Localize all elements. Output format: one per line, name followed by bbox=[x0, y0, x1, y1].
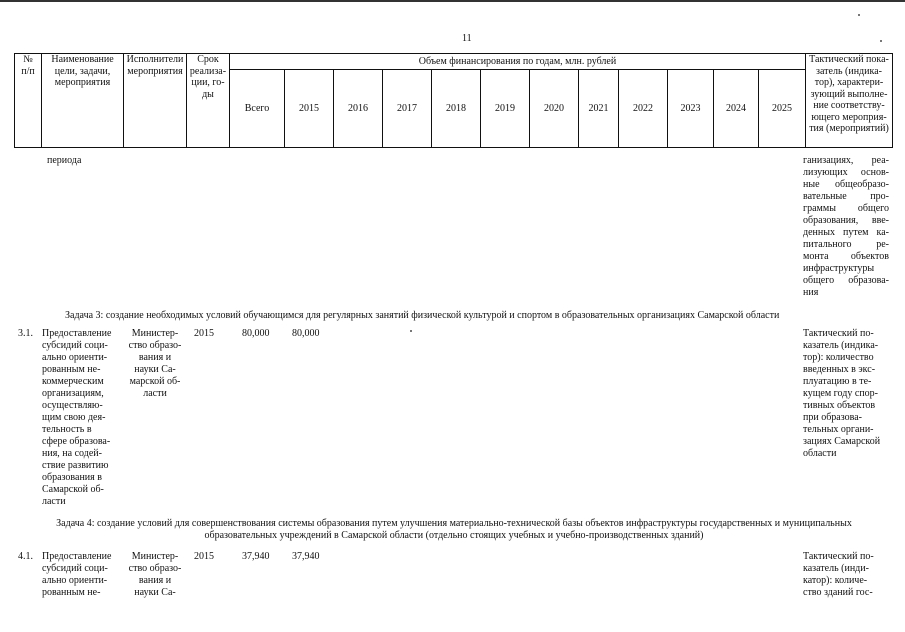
row-3-1-indicator bbox=[803, 328, 893, 460]
page-number: 11 bbox=[462, 33, 472, 44]
row-3-1-name-line: ствие развитию bbox=[42, 460, 109, 471]
header-year: 2023 bbox=[668, 70, 714, 148]
header-num-line: п/п bbox=[21, 65, 35, 77]
row-3-1-name-line: щим свою дея- bbox=[42, 412, 106, 423]
header-num-line: № bbox=[23, 54, 33, 65]
funding-table-header bbox=[14, 53, 893, 148]
row-3-1-name-line: ния, на содей- bbox=[42, 448, 102, 459]
row-3-1-name-line: ласти bbox=[42, 496, 66, 507]
indicator-continuation-line: монта объектов bbox=[803, 251, 889, 262]
header-term-line: Срок bbox=[197, 54, 219, 65]
row-4-1-indicator bbox=[803, 551, 893, 599]
indicator-continuation-line: лизующих основ- bbox=[803, 167, 889, 178]
indicator-continuation-line: инфраструктуры bbox=[803, 263, 875, 274]
row-3-1-executor-line: вания и bbox=[138, 352, 172, 363]
indicator-continuation-line: граммы общего bbox=[803, 203, 889, 214]
row-3-1-name-line: сфере образова- bbox=[42, 436, 111, 447]
header-name bbox=[42, 54, 124, 148]
row-4-1-executor-line: Министер- bbox=[131, 551, 179, 562]
header-name-line: Наименование bbox=[51, 54, 114, 65]
row-4-1-name-line: ально ориенти- bbox=[42, 575, 108, 586]
row-3-1-name-line: осуществляю- bbox=[42, 400, 103, 411]
row-3-1-indicator-line: плуатацию в те- bbox=[803, 376, 872, 387]
header-name-line: цели, задачи, bbox=[54, 65, 111, 77]
scan-speck bbox=[880, 40, 882, 42]
row-3-1-total: 80,000 bbox=[242, 328, 270, 339]
header-indicator-line: ющего мероприя- bbox=[811, 111, 887, 123]
row-3-1-indicator-line: казатель (индика- bbox=[803, 340, 879, 351]
row-3-1-indicator-line: Тактический по- bbox=[803, 328, 874, 339]
header-year: 2017 bbox=[383, 70, 432, 148]
header-executors-line: мероприятия bbox=[127, 65, 183, 77]
row-4-1-indicator-line: катор): количе- bbox=[803, 575, 868, 586]
row-3-1-name-line: рованным не- bbox=[42, 364, 101, 375]
indicator-continuation-line: вательные про- bbox=[803, 191, 889, 202]
row-4-1-total: 37,940 bbox=[242, 551, 270, 562]
indicator-continuation-line: ганизациях, реа- bbox=[803, 155, 889, 166]
header-indicator-line: тор), характери- bbox=[814, 77, 884, 88]
row-3-1-number: 3.1. bbox=[18, 328, 33, 339]
header-total: Всего bbox=[230, 70, 285, 148]
header-executors bbox=[124, 54, 187, 148]
row-4-1-executor-line: вания и bbox=[138, 575, 172, 586]
row-4-1-number: 4.1. bbox=[18, 551, 33, 562]
header-executors-line: Исполнители bbox=[126, 54, 184, 65]
row-4-1-term: 2015 bbox=[194, 551, 214, 562]
row-3-1-name-line: тельность в bbox=[42, 424, 92, 435]
row-3-1-indicator-line: тельных органи- bbox=[803, 424, 874, 435]
header-term-line: реализа- bbox=[189, 65, 227, 77]
header-year: 2020 bbox=[530, 70, 579, 148]
row-3-1-name-line: Самарской об- bbox=[42, 484, 104, 495]
header-indicator bbox=[806, 54, 893, 148]
indicator-continuation bbox=[803, 155, 889, 299]
row-3-1-indicator-line: кущем году спор- bbox=[803, 388, 878, 399]
row-4-1-indicator-line: казатель (инди- bbox=[803, 563, 869, 574]
row-3-1-name-line: образования в bbox=[42, 472, 102, 483]
row-3-1-name-line: организациям, bbox=[42, 388, 104, 399]
header-year: 2025 bbox=[759, 70, 806, 148]
row-3-1-name-line: субсидий соци- bbox=[42, 340, 108, 351]
row-4-1-name-line: Предоставление bbox=[42, 551, 112, 562]
header-term bbox=[187, 54, 230, 148]
header-num bbox=[15, 54, 42, 148]
row-3-1-indicator-line: области bbox=[803, 448, 837, 459]
row-4-1-executor bbox=[122, 551, 188, 599]
row-4-1-executor-line: науки Са- bbox=[134, 587, 176, 598]
header-year: 2018 bbox=[432, 70, 481, 148]
task-4-heading-line: Задача 4: создание условий для совершенствования системы образования путем улучшения материально-технической базы объектов инфраструктуры государственных и муниципальных bbox=[56, 518, 852, 529]
header-term-line: ции, го- bbox=[191, 77, 225, 88]
name-continuation: периода bbox=[47, 155, 82, 166]
header-funding: Объем финансирования по годам, млн. рублей bbox=[230, 54, 806, 70]
header-year: 2015 bbox=[285, 70, 334, 148]
indicator-continuation-line: ные общеобразо- bbox=[803, 179, 889, 190]
row-3-1-name-line: коммерческим bbox=[42, 376, 104, 387]
row-4-1-name-line: рованным не- bbox=[42, 587, 101, 598]
header-indicator-line: тия (мероприятий) bbox=[809, 123, 889, 134]
row-3-1-executor-line: науки Са- bbox=[134, 364, 176, 375]
header-term-line: ды bbox=[202, 88, 214, 100]
row-3-1-indicator-line: зациях Самарской bbox=[803, 436, 881, 447]
row-3-1-indicator-line: при образова- bbox=[803, 412, 862, 423]
row-3-1-name-line: Предоставление bbox=[42, 328, 112, 339]
row-3-1-executor-line: ласти bbox=[143, 388, 167, 399]
header-year: 2019 bbox=[481, 70, 530, 148]
row-3-1-indicator-line: тивных объектов bbox=[803, 400, 876, 411]
indicator-continuation-line: питального ре- bbox=[803, 239, 889, 250]
row-4-1-executor-line: ство образо- bbox=[128, 563, 182, 574]
header-indicator-line: зующий выполне- bbox=[810, 88, 888, 100]
row-3-1-term: 2015 bbox=[194, 328, 214, 339]
indicator-continuation-line: ния bbox=[803, 287, 819, 298]
row-3-1-2015: 80,000 bbox=[292, 328, 320, 339]
header-year: 2016 bbox=[334, 70, 383, 148]
row-3-1-name-line: ально ориенти- bbox=[42, 352, 108, 363]
row-3-1-indicator-line: тор): количество bbox=[803, 352, 874, 363]
row-3-1-indicator-line: введенных в экс- bbox=[803, 364, 876, 375]
header-year: 2022 bbox=[619, 70, 668, 148]
row-4-1-indicator-line: Тактический по- bbox=[803, 551, 874, 562]
row-3-1-executor-line: ство образо- bbox=[128, 340, 182, 351]
scan-speck bbox=[410, 330, 412, 332]
row-4-1-2015: 37,940 bbox=[292, 551, 320, 562]
top-border-line bbox=[0, 0, 905, 2]
header-indicator-line: Тактический пока- bbox=[809, 54, 889, 65]
header-name-line: мероприятия bbox=[54, 77, 111, 88]
row-4-1-name bbox=[42, 551, 122, 599]
row-3-1-name bbox=[42, 328, 122, 508]
indicator-continuation-line: образования, вве- bbox=[803, 215, 889, 226]
scan-speck bbox=[858, 14, 860, 16]
header-indicator-line: ние соответству- bbox=[813, 100, 885, 111]
indicator-continuation-line: общего образова- bbox=[803, 275, 889, 286]
header-indicator-line: затель (индика- bbox=[816, 65, 882, 77]
task-3-heading: Задача 3: создание необходимых условий обучающимся для регулярных занятий физической культурой и спортом в образовательных организациях Самарской области bbox=[65, 310, 780, 321]
row-4-1-name-line: субсидий соци- bbox=[42, 563, 108, 574]
task-4-heading bbox=[14, 518, 894, 542]
indicator-continuation-line: денных путем ка- bbox=[803, 227, 889, 238]
header-year: 2021 bbox=[579, 70, 619, 148]
row-3-1-executor bbox=[122, 328, 188, 400]
row-3-1-executor-line: Министер- bbox=[131, 328, 179, 339]
row-4-1-indicator-line: ство зданий гос- bbox=[803, 587, 873, 598]
task-4-heading-line: образовательных учреждений в Самарской области (отдельно стоящих учебных и учебно-производственных зданий) bbox=[204, 530, 704, 541]
header-year: 2024 bbox=[714, 70, 759, 148]
row-3-1-executor-line: марской об- bbox=[129, 376, 181, 387]
